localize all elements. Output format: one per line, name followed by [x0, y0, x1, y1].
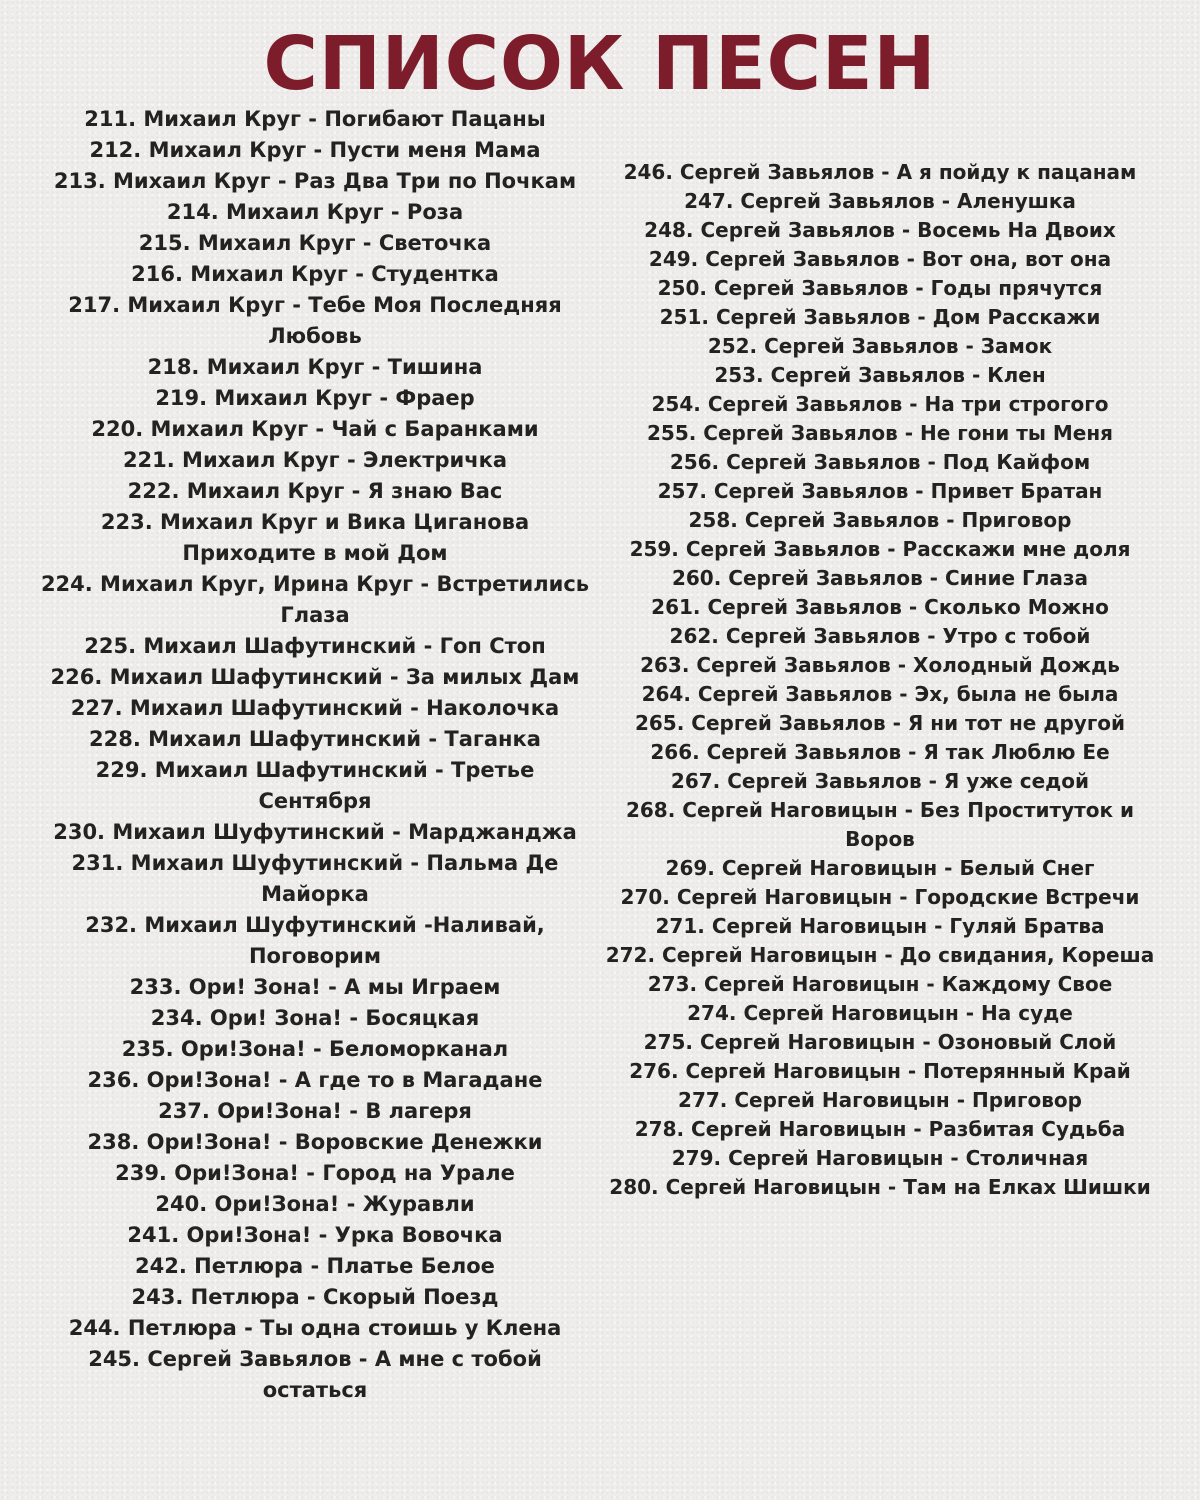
song-item: 277. Сергей Наговицын - Приговор: [678, 1088, 1082, 1112]
song-item: 248. Сергей Завьялов - Восемь На Двоих: [644, 218, 1116, 242]
song-item: 212. Михаил Круг - Пусти меня Мама: [89, 138, 541, 162]
page-title: СПИСОК ПЕСЕН: [263, 21, 937, 107]
song-item: 238. Ори!Зона! - Воровские Денежки: [87, 1130, 543, 1154]
song-item: 257. Сергей Завьялов - Привет Братан: [657, 479, 1103, 503]
song-item: 239. Ори!Зона! - Город на Урале: [115, 1161, 515, 1185]
song-item: 263. Сергей Завьялов - Холодный Дождь: [640, 653, 1120, 677]
song-item: 249. Сергей Завьялов - Вот она, вот она: [648, 247, 1112, 271]
song-item: 236. Ори!Зона! - А где то в Магадане: [87, 1068, 543, 1092]
song-item: 276. Сергей Наговицын - Потерянный Край: [629, 1059, 1131, 1083]
song-item: 237. Ори!Зона! - В лагеря: [158, 1099, 472, 1123]
song-item: 275. Сергей Наговицын - Озоновый Слой: [643, 1030, 1117, 1054]
song-item: 278. Сергей Наговицын - Разбитая Судьба: [634, 1117, 1126, 1141]
song-item: 213. Михаил Круг - Раз Два Три по Почкам: [53, 169, 577, 193]
song-item: 225. Михаил Шафутинский - Гоп Стоп: [84, 634, 546, 658]
song-item: 234. Ори! Зона! - Босяцкая: [150, 1006, 480, 1030]
song-item: 262. Сергей Завьялов - Утро с тобой: [669, 624, 1091, 648]
song-item: 243. Петлюра - Скорый Поезд: [131, 1285, 499, 1309]
song-item: 219. Михаил Круг - Фраер: [155, 386, 475, 410]
song-item: 235. Ори!Зона! - Беломорканал: [121, 1037, 509, 1061]
song-item: 250. Сергей Завьялов - Годы прячутся: [657, 276, 1103, 300]
song-item: 215. Михаил Круг - Светочка: [138, 231, 492, 255]
song-item: 266. Сергей Завьялов - Я так Люблю Ее: [650, 740, 1110, 764]
song-item: 280. Сергей Наговицын - Там на Елках Шишки: [609, 1175, 1151, 1199]
song-item: 222. Михаил Круг - Я знаю Вас: [127, 479, 503, 503]
song-item: 229. Михаил Шафутинский - Третье Сентября: [95, 758, 535, 813]
song-item: 224. Михаил Круг, Ирина Круг - Встретились Глаза: [40, 572, 590, 627]
song-list-right: [600, 158, 1160, 1202]
song-item: 256. Сергей Завьялов - Под Кайфом: [669, 450, 1091, 474]
song-item: 279. Сергей Наговицын - Столичная: [671, 1146, 1089, 1170]
song-item: 227. Михаил Шафутинский - Наколочка: [70, 696, 560, 720]
song-item: 231. Михаил Шуфутинский - Пальма Де Майорка: [71, 851, 559, 906]
song-item: 226. Михаил Шафутинский - За милых Дам: [50, 665, 580, 689]
song-item: 220. Михаил Круг - Чай с Баранками: [91, 417, 539, 441]
song-item: 241. Ори!Зона! - Урка Вовочка: [127, 1223, 503, 1247]
song-item: 259. Сергей Завьялов - Расскажи мне доля: [629, 537, 1131, 561]
song-item: 252. Сергей Завьялов - Замок: [707, 334, 1053, 358]
song-item: 216. Михаил Круг - Студентка: [131, 262, 499, 286]
song-item: 253. Сергей Завьялов - Клен: [714, 363, 1046, 387]
song-item: 265. Сергей Завьялов - Я ни тот не другой: [634, 711, 1126, 735]
song-item: 221. Михаил Круг - Электричка: [122, 448, 508, 472]
song-item: 272. Сергей Наговицын - До свидания, Кореша: [605, 943, 1155, 967]
song-item: 255. Сергей Завьялов - Не гони ты Меня: [647, 421, 1113, 445]
song-item: 264. Сергей Завьялов - Эх, была не была: [641, 682, 1119, 706]
song-item: 269. Сергей Наговицын - Белый Снег: [665, 856, 1095, 880]
song-item: 244. Петлюра - Ты одна стоишь у Клена: [68, 1316, 562, 1340]
song-item: 240. Ори!Зона! - Журавли: [155, 1192, 475, 1216]
song-item: 246. Сергей Завьялов - А я пойду к пацанам: [623, 160, 1137, 184]
song-item: 261. Сергей Завьялов - Сколько Можно: [651, 595, 1109, 619]
song-item: 233. Ори! Зона! - А мы Играем: [129, 975, 501, 999]
song-item: 230. Михаил Шуфутинский - Марджанджа: [53, 820, 577, 844]
song-item: 271. Сергей Наговицын - Гуляй Братва: [655, 914, 1105, 938]
song-item: 247. Сергей Завьялов - Аленушка: [684, 189, 1076, 213]
song-item: 218. Михаил Круг - Тишина: [147, 355, 483, 379]
song-item: 260. Сергей Завьялов - Синие Глаза: [671, 566, 1089, 590]
song-item: 211. Михаил Круг - Погибают Пацаны: [84, 107, 546, 131]
song-item: 232. Михаил Шуфутинский -Наливай, Поговорим: [85, 913, 545, 968]
song-item: 217. Михаил Круг - Тебе Моя Последняя Любовь: [68, 293, 562, 348]
song-item: 270. Сергей Наговицын - Городские Встречи: [620, 885, 1140, 909]
song-item: 274. Сергей Наговицын - На суде: [687, 1001, 1073, 1025]
song-item: 258. Сергей Завьялов - Приговор: [688, 508, 1072, 532]
song-item: 254. Сергей Завьялов - На три строгого: [651, 392, 1109, 416]
song-item: 214. Михаил Круг - Роза: [166, 200, 464, 224]
song-item: 223. Михаил Круг и Вика Циганова Приходите в мой Дом: [100, 510, 530, 565]
song-item: 245. Сергей Завьялов - А мне с тобой остаться: [88, 1347, 542, 1402]
song-item: 228. Михаил Шафутинский - Таганка: [89, 727, 541, 751]
song-item: 251. Сергей Завьялов - Дом Расскажи: [659, 305, 1101, 329]
song-list-left: [40, 104, 590, 1406]
song-item: 242. Петлюра - Платье Белое: [135, 1254, 495, 1278]
song-item: 273. Сергей Наговицын - Каждому Свое: [647, 972, 1113, 996]
song-item: 267. Сергей Завьялов - Я уже седой: [670, 769, 1090, 793]
song-item: 268. Сергей Наговицын - Без Проституток и Воров: [625, 798, 1135, 851]
